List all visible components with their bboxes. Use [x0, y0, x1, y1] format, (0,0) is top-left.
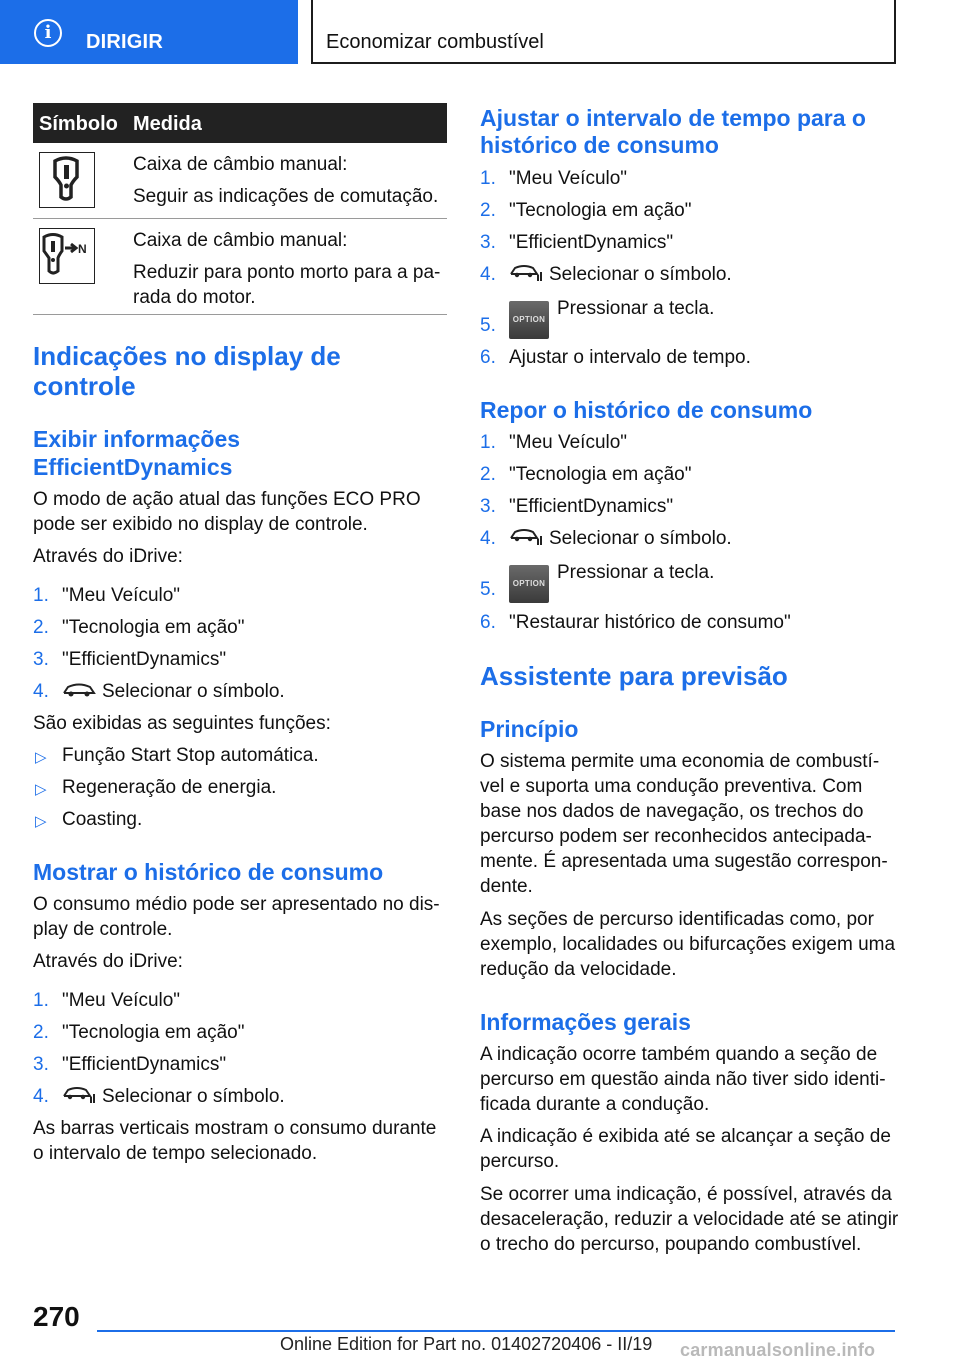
symbol-table	[33, 103, 447, 315]
table-row	[33, 143, 447, 219]
step-text: Pressionar a tecla.	[557, 562, 715, 583]
section-heading: controle	[33, 371, 136, 401]
paragraph-line: exemplo, localidades ou bifurcações exigem uma	[480, 934, 896, 955]
step-text: "Tecnologia em ação"	[62, 617, 245, 638]
paragraph-line: O consumo médio pode ser apresentado no dis-	[33, 894, 440, 915]
car-chart-icon	[509, 527, 543, 547]
list-item	[33, 1084, 443, 1109]
step-text: Ajustar o intervalo de tempo.	[509, 347, 751, 368]
paragraph-line: Através do iDrive:	[33, 546, 183, 567]
step-text-wrap	[509, 262, 732, 287]
section-tab[interactable]	[0, 0, 298, 64]
step-number: 1.	[480, 168, 496, 189]
step-text: "EfficientDynamics"	[62, 649, 227, 670]
triangle-bullet-icon: ▷	[35, 781, 47, 798]
list-item	[480, 494, 896, 519]
paragraph-line: o intervalo de tempo selecionado.	[33, 1143, 318, 1164]
step-text: "Meu Veículo"	[509, 432, 628, 453]
paragraph-line: mente. É apresentada uma sugestão correspon-	[480, 851, 888, 872]
step-text: "Tecnologia em ação"	[62, 1022, 245, 1043]
step-number: 3.	[33, 649, 49, 670]
list-item	[33, 1052, 443, 1077]
step-text-wrap	[509, 296, 714, 339]
step-text: "Meu Veículo"	[62, 585, 181, 606]
step-text-wrap	[509, 560, 714, 603]
paragraph-line: O sistema permite uma economia de combustí-	[480, 751, 880, 772]
footer-rule	[97, 1330, 895, 1332]
step-number: 1.	[480, 432, 496, 453]
list-item	[480, 198, 896, 223]
paragraph-line: percurso podem ser reconhecidos antecipada-	[480, 826, 872, 847]
subsection-heading: Princípio	[480, 716, 579, 742]
step-text: "EfficientDynamics"	[509, 232, 674, 253]
step-number: 4.	[33, 681, 49, 702]
paragraph-line: dente.	[480, 876, 533, 897]
car-chart-icon	[62, 1085, 96, 1105]
paragraph-line: pode ser exibido no display de controle.	[33, 514, 368, 535]
step-number: 4.	[33, 1086, 49, 1107]
bullet-item	[33, 807, 443, 832]
step-text: "Tecnologia em ação"	[509, 200, 692, 221]
list-item	[33, 988, 443, 1013]
section-label: DIRIGIR	[86, 31, 163, 53]
subsection-heading: Repor o histórico de consumo	[480, 397, 813, 423]
page-header	[0, 0, 960, 66]
bullet-text: Coasting.	[62, 809, 143, 830]
step-number: 1.	[33, 990, 49, 1011]
footer-edition: Online Edition for Part no. 01402720406 - II/19	[280, 1334, 653, 1354]
info-icon: i	[34, 19, 62, 47]
step-number: 1.	[33, 585, 49, 606]
option-key-icon: OPTION	[509, 565, 549, 603]
list-item	[480, 166, 896, 191]
list-item	[480, 610, 896, 635]
measure-line: Caixa de câmbio manual:	[133, 230, 348, 251]
shift-indicator-icon	[39, 152, 95, 208]
step-text-wrap	[509, 526, 732, 551]
table-row	[33, 219, 447, 315]
step-number: 5.	[480, 315, 496, 336]
paragraph-line: Se ocorrer uma indicação, é possível, através da	[480, 1184, 892, 1205]
paragraph-line: ficada durante a condução.	[480, 1094, 710, 1115]
paragraph-line: percurso em questão ainda não tiver sido identi-	[480, 1069, 886, 1090]
paragraph-line: O modo de ação atual das funções ECO PRO	[33, 489, 421, 510]
paragraph-line: redução da velocidade.	[480, 959, 677, 980]
paragraph-line: vel e suporta uma condução preventiva. Com	[480, 776, 863, 797]
list-item	[33, 615, 443, 640]
bullet-text: Regeneração de energia.	[62, 777, 277, 798]
triangle-bullet-icon: ▷	[35, 749, 47, 766]
step-text-wrap	[62, 1084, 285, 1109]
col-header-symbol: Símbolo	[39, 113, 118, 135]
step-number: 2.	[480, 464, 496, 485]
paragraph-line: A indicação é exibida até se alcançar a seção de	[480, 1126, 891, 1147]
watermark: carmanualsonline.info	[680, 1340, 876, 1360]
list-item	[480, 296, 896, 336]
list-item	[33, 647, 443, 672]
bullet-text: Função Start Stop automática.	[62, 745, 319, 766]
paragraph-line: o trecho do percurso, poupando combustível.	[480, 1234, 862, 1255]
subsection-heading: histórico de consumo	[480, 132, 719, 158]
measure-line: Caixa de câmbio manual:	[133, 154, 348, 175]
subsection-heading: Mostrar o histórico de consumo	[33, 859, 384, 885]
triangle-bullet-icon: ▷	[35, 813, 47, 830]
step-text: "EfficientDynamics"	[62, 1054, 227, 1075]
list-item	[33, 679, 443, 704]
chapter-title-box	[311, 0, 896, 64]
step-text: "Meu Veículo"	[509, 168, 628, 189]
list-item	[480, 430, 896, 455]
list-item	[480, 526, 896, 551]
paragraph-line: percurso.	[480, 1151, 560, 1172]
list-item	[480, 262, 896, 287]
list-item	[33, 1020, 443, 1045]
paragraph-line: play de controle.	[33, 919, 173, 940]
paragraph-line: A indicação ocorre também quando a seção de	[480, 1044, 878, 1065]
measure-line: Reduzir para ponto morto para a pa-	[133, 262, 441, 283]
paragraph-line: As seções de percurso identificadas como, por	[480, 909, 874, 930]
paragraph-line: São exibidas as seguintes funções:	[33, 713, 331, 734]
step-number: 4.	[480, 264, 496, 285]
step-text: Selecionar o símbolo.	[549, 528, 732, 549]
paragraph-line: desaceleração, reduzir a velocidade até se atingir	[480, 1209, 899, 1230]
svg-text:N: N	[78, 242, 87, 256]
list-item	[480, 230, 896, 255]
subsection-heading: Ajustar o intervalo de tempo para o	[480, 105, 866, 131]
step-number: 2.	[33, 617, 49, 638]
section-heading: Assistente para previsão	[480, 661, 788, 691]
bullet-item	[33, 743, 443, 768]
step-number: 3.	[480, 496, 496, 517]
step-text: Selecionar o símbolo.	[102, 1086, 285, 1107]
paragraph-line: As barras verticais mostram o consumo durante	[33, 1118, 437, 1139]
step-number: 2.	[480, 200, 496, 221]
step-number: 5.	[480, 579, 496, 600]
step-text-wrap	[62, 679, 285, 704]
measure-line: rada do motor.	[133, 287, 256, 308]
option-key-icon: OPTION	[509, 301, 549, 339]
bullet-item	[33, 775, 443, 800]
step-number: 2.	[33, 1022, 49, 1043]
table-header	[33, 103, 447, 143]
step-text: Selecionar o símbolo.	[549, 264, 732, 285]
subsection-heading: EfficientDynamics	[33, 454, 233, 480]
step-text: Selecionar o símbolo.	[102, 681, 285, 702]
col-header-measure: Medida	[133, 113, 202, 135]
step-number: 6.	[480, 347, 496, 368]
paragraph-line: Através do iDrive:	[33, 951, 183, 972]
paragraph-line: base nos dados de navegação, os trechos do	[480, 801, 864, 822]
step-text: "Tecnologia em ação"	[509, 464, 692, 485]
measure-line: Seguir as indicações de comutação.	[133, 186, 439, 207]
car-chart-icon	[509, 263, 543, 283]
list-item	[480, 462, 896, 487]
step-text: "Restaurar histórico de consumo"	[509, 612, 791, 633]
step-number: 4.	[480, 528, 496, 549]
list-item	[480, 345, 896, 370]
page-number: 270	[33, 1301, 80, 1332]
step-text: "EfficientDynamics"	[509, 496, 674, 517]
step-text: Pressionar a tecla.	[557, 298, 715, 319]
list-item	[33, 583, 443, 608]
car-icon	[62, 680, 96, 700]
step-number: 3.	[33, 1054, 49, 1075]
step-number: 3.	[480, 232, 496, 253]
list-item	[480, 560, 896, 600]
step-text: "Meu Veículo"	[62, 990, 181, 1011]
subsection-heading: Exibir informações	[33, 426, 241, 452]
chapter-title: Economizar combustível	[326, 31, 544, 53]
step-number: 6.	[480, 612, 496, 633]
section-heading: Indicações no display de	[33, 341, 341, 371]
neutral-indicator-icon	[39, 228, 95, 284]
subsection-heading: Informações gerais	[480, 1009, 691, 1035]
